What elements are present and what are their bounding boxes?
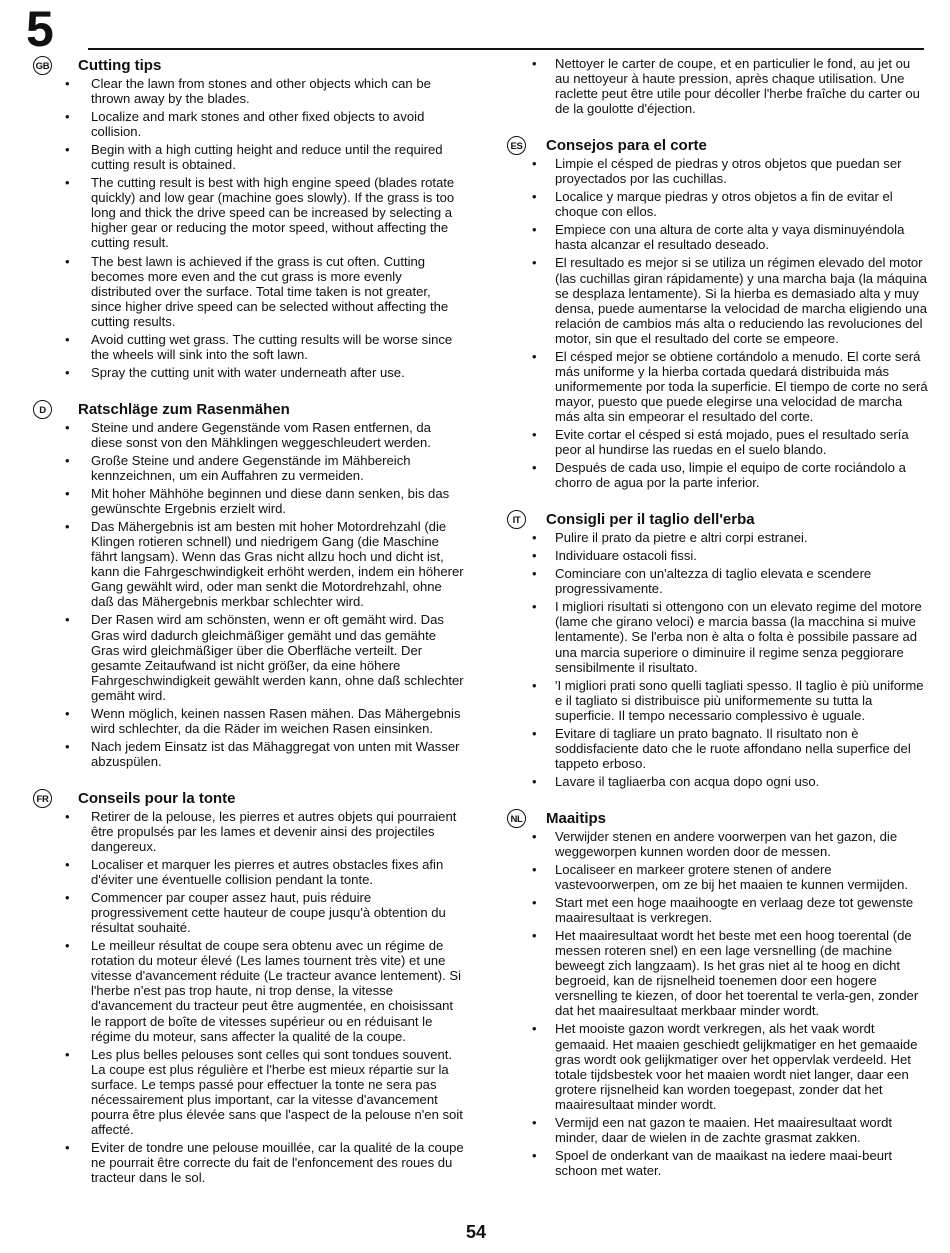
list-item: • Spoel de onderkant van de maaikast na iedere maai-beurt schoon met water. [508, 1148, 928, 1178]
bullet-list [34, 76, 464, 380]
list-item: • Eviter de tondre une pelouse mouillée, car la qualité de la coupe ne pourrait être correcte du fait de l'enfoncement des roues du tracteur dans le sol. [34, 1140, 464, 1185]
list-item: • The best lawn is achieved if the grass is cut often. Cutting becomes more even and the cut grass is more evenly distributed over the surface. Total time taken is not greater, since higher drive speed can be selected without affecting the cutting results. [34, 254, 464, 329]
list-item: • Het maairesultaat wordt het beste met een hoog toerental (de messen roteren snel) en een lage versnelling (de machine beweegt zich langzaam). Is het gras niet al te hoog en dicht begroeid, kan de rijsnelheid toenemen door een hogere versnelling te kiezen, of door het toerental te verla-gen, zonder dat het maairesultaat merkbaar minder wordt. [508, 928, 928, 1018]
language-badge-icon: FR [33, 789, 52, 808]
bullet-list [508, 156, 928, 490]
section-continued [508, 56, 928, 116]
list-item: • Después de cada uso, limpie el equipo de corte rociándolo a chorro de agua por la parte inferior. [508, 460, 928, 490]
bullet-list [34, 809, 464, 1185]
section-nl [508, 809, 928, 1178]
list-item: • Evitare di tagliare un prato bagnato. Il risultato non è soddisfaciente dato che le ruote affondano nella superfice del tappeto erboso. [508, 726, 928, 771]
list-item: • Limpie el césped de piedras y otros objetos que puedan ser proyectados por las cuchillas. [508, 156, 928, 186]
list-item: • Localice y marque piedras y otros objetos a fin de evitar el choque con ellos. [508, 189, 928, 219]
list-item: • 'I migliori prati sono quelli tagliati spesso. Il taglio è più uniforme e il tagliato si distribuisce più uniformemente su tutta la superficie. Il tempo necessario complessivo è uguale. [508, 678, 928, 723]
list-item: • Pulire il prato da pietre e altri corpi estranei. [508, 530, 928, 545]
section-header [34, 789, 464, 809]
list-item: • Steine und andere Gegenstände vom Rasen entfernen, da diese sonst von den Mähklingen weggeschleudert werden. [34, 420, 464, 450]
section-it [508, 510, 928, 789]
list-item: • Cominciare con un'altezza di taglio elevata e scendere progressivamente. [508, 566, 928, 596]
bullet-list [508, 530, 928, 789]
list-item: • Localiseer en markeer grotere stenen of andere vastevoorwerpen, om ze bij het maaien te kunnen vermijden. [508, 862, 928, 892]
list-item: • Der Rasen wird am schönsten, wenn er oft gemäht wird. Das Gras wird dadurch gleichmäßiger gemäht und das gemähte Gras wird gleichmäßiger über die Oberfläche verteilt. Der gesamte Zeitaufwand ist nicht größer, da eine höhere Fahrgeschwindigkeit gewählt werden kann, ohne daß schlechter gemäht wird. [34, 612, 464, 702]
language-badge-icon: D [33, 400, 52, 419]
section-gb [34, 56, 464, 380]
list-item: • Localize and mark stones and other fixed objects to avoid collision. [34, 109, 464, 139]
section-title: Cutting tips [78, 57, 162, 74]
section-title: Maaitips [546, 809, 607, 827]
language-badge-icon: IT [507, 510, 526, 529]
section-title: Consigli per il taglio dell'erba [546, 511, 755, 529]
list-item: • Spray the cutting unit with water underneath after use. [34, 365, 464, 380]
list-item: • Verwijder stenen en andere voorwerpen van het gazon, die weggeworpen kunnen worden door de messen. [508, 829, 928, 859]
section-title: Consejos para el corte [546, 137, 707, 155]
section-fr [34, 789, 464, 1185]
language-badge-icon: ES [507, 136, 526, 155]
list-item: • Nettoyer le carter de coupe, et en particulier le fond, au jet ou au nettoyeur à haute pression, après chaque utilisation. Une raclette peut être utile pour décoller l'herbe fraîche du carter ou de la goulotte d'éjection. [508, 56, 928, 116]
list-item: • Commencer par couper assez haut, puis réduire progressivement cette hauteur de coupe jusqu'à obtention du résultat souhaité. [34, 890, 464, 935]
list-item: • Les plus belles pelouses sont celles qui sont tondues souvent. La coupe est plus régulière et l'herbe est mieux répartie sur la surface. Le temps passé pour effectuer la tonte ne sera pas nécessairement plus important, car la vitesse d'avancement pourra être plus élevée sans que l'aspect de la pelouse n'en soit affecté. [34, 1047, 464, 1137]
list-item: • El césped mejor se obtiene cortándolo a menudo. El corte será más uniforme y la hierba cortada quedará distribuida más uniformemente por toda la superficie. El tiempo de corte no será mayor, puesto que puede elegirse una velocidad de marcha más alta sin empeorar el resultado del corte. [508, 349, 928, 424]
header-rule [88, 48, 924, 50]
list-item: • Clear the lawn from stones and other objects which can be thrown away by the blades. [34, 76, 464, 106]
section-header [34, 400, 464, 420]
list-item: • Retirer de la pelouse, les pierres et autres objets qui pourraient être propulsés par les lames et devenir ainsi des projectiles dangereux. [34, 809, 464, 854]
language-badge-icon: GB [33, 56, 52, 75]
chapter-number: 5 [26, 1, 54, 57]
list-item: • Große Steine und andere Gegenstände im Mähbereich kennzeichnen, um ein Auffahren zu vermeiden. [34, 453, 464, 483]
section-header [508, 510, 928, 530]
list-item: • Das Mähergebnis ist am besten mit hoher Motordrehzahl (die Klingen rotieren schnell) und niedrigem Gang (die Maschine fährt langsam). Wenn das Gras nicht allzu hoch und dicht ist, kann die Fahrgeschwindigkeit erhöht werden, indem ein höherer Gang gewählt wird, oder man senkt die Motordrehzahl, ohne daß das Mähergebnis merkbar schlechter wird. [34, 519, 464, 609]
list-item: • Nach jedem Einsatz ist das Mähaggregat von unten mit Wasser abzuspülen. [34, 739, 464, 769]
language-badge-icon: NL [507, 809, 526, 828]
list-item: • Le meilleur résultat de coupe sera obtenu avec un régime de rotation du moteur élevé (Les lames tournent très vite) et une vitesse d'avancement réduite (Le tracteur avance lentement). Si l'herbe n'est pas trop haute, ni trop dense, la vitesse d'avancement du tracteur peut être augmentée, en choisissant le rapport de boîte de vitesses supérieur ou en réduisant le régime du moteur, sans affecter la qualité de la coupe. [34, 938, 464, 1043]
list-item: • El resultado es mejor si se utiliza un régimen elevado del motor (las cuchillas giran rápidamente) y una marcha baja (la máquina se desplaza lentamente). Si la hierba es demasiado alta y muy densa, puede aumentarse la velocidad de marcha eligiendo una relación de cambios más alta o reduciendo las revoluciones del motor, sin que el resultado del corte se empeore. [508, 255, 928, 345]
list-item: • Lavare il tagliaerba con acqua dopo ogni uso. [508, 774, 928, 789]
list-item: • Avoid cutting wet grass. The cutting results will be worse since the wheels will sink into the soft lawn. [34, 332, 464, 362]
left-column [34, 56, 464, 1205]
list-item: • Begin with a high cutting height and reduce until the required cutting result is obtained. [34, 142, 464, 172]
section-d [34, 400, 464, 769]
section-title: Conseils pour la tonte [78, 789, 236, 807]
section-header [34, 56, 464, 76]
list-item: • Wenn möglich, keinen nassen Rasen mähen. Das Mähergebnis wird schlechter, da die Räder im weichen Rasen einsinken. [34, 706, 464, 736]
list-item: • Evite cortar el césped si está mojado, pues el resultado sería peor al hundirse las ruedas en el suelo blando. [508, 427, 928, 457]
list-item: • The cutting result is best with high engine speed (blades rotate quickly) and low gear (machine goes slowly). If the grass is too long and thick the drive speed can be increased by selecting a higher gear or reducing the motor speed, without affecting the cutting result. [34, 175, 464, 250]
bullet-list [508, 829, 928, 1178]
list-item: • Individuare ostacoli fissi. [508, 548, 928, 563]
page-number: 54 [466, 1222, 487, 1242]
section-title: Ratschläge zum Rasenmähen [78, 400, 290, 418]
section-es [508, 136, 928, 490]
right-column [508, 56, 928, 1198]
list-item: • Het mooiste gazon wordt verkregen, als het vaak wordt gemaaid. Het maaien geschiedt gelijkmatiger en het gemaaide gras wordt ook gelijkmatiger over het oppervlak verdeeld. Het totale tijdsbestek voor het maaien wordt niet langer, daar een grotere rijsnelheid kan worden toegepast, zonder dat het maairesultaat minder wordt. [508, 1021, 928, 1111]
section-header [508, 809, 928, 829]
bullet-list [508, 56, 928, 116]
section-header [508, 136, 928, 156]
list-item: • Start met een hoge maaihoogte en verlaag deze tot gewenste maairesultaat is verkregen. [508, 895, 928, 925]
list-item: • Vermijd een nat gazon te maaien. Het maairesultaat wordt minder, daar de wielen in de zachte grasmat zakken. [508, 1115, 928, 1145]
list-item: • I migliori risultati si ottengono con un elevato regime del motore (lame che girano veloci) e marcia bassa (la macchina si muive lentamente). Se l'erba non è alta o folta è possibile passare ad una marcia superiore o diminuire il regime senza peggiorare sensibilmente il risultato. [508, 599, 928, 674]
list-item: • Mit hoher Mähhöhe beginnen und diese dann senken, bis das gewünschte Ergebnis erzielt wird. [34, 486, 464, 516]
list-item: • Localiser et marquer les pierres et autres obstacles fixes afin d'éviter une éventuelle collision pendant la tonte. [34, 857, 464, 887]
list-item: • Empiece con una altura de corte alta y vaya disminuyéndola hasta alcanzar el resultado deseado. [508, 222, 928, 252]
bullet-list [34, 420, 464, 769]
